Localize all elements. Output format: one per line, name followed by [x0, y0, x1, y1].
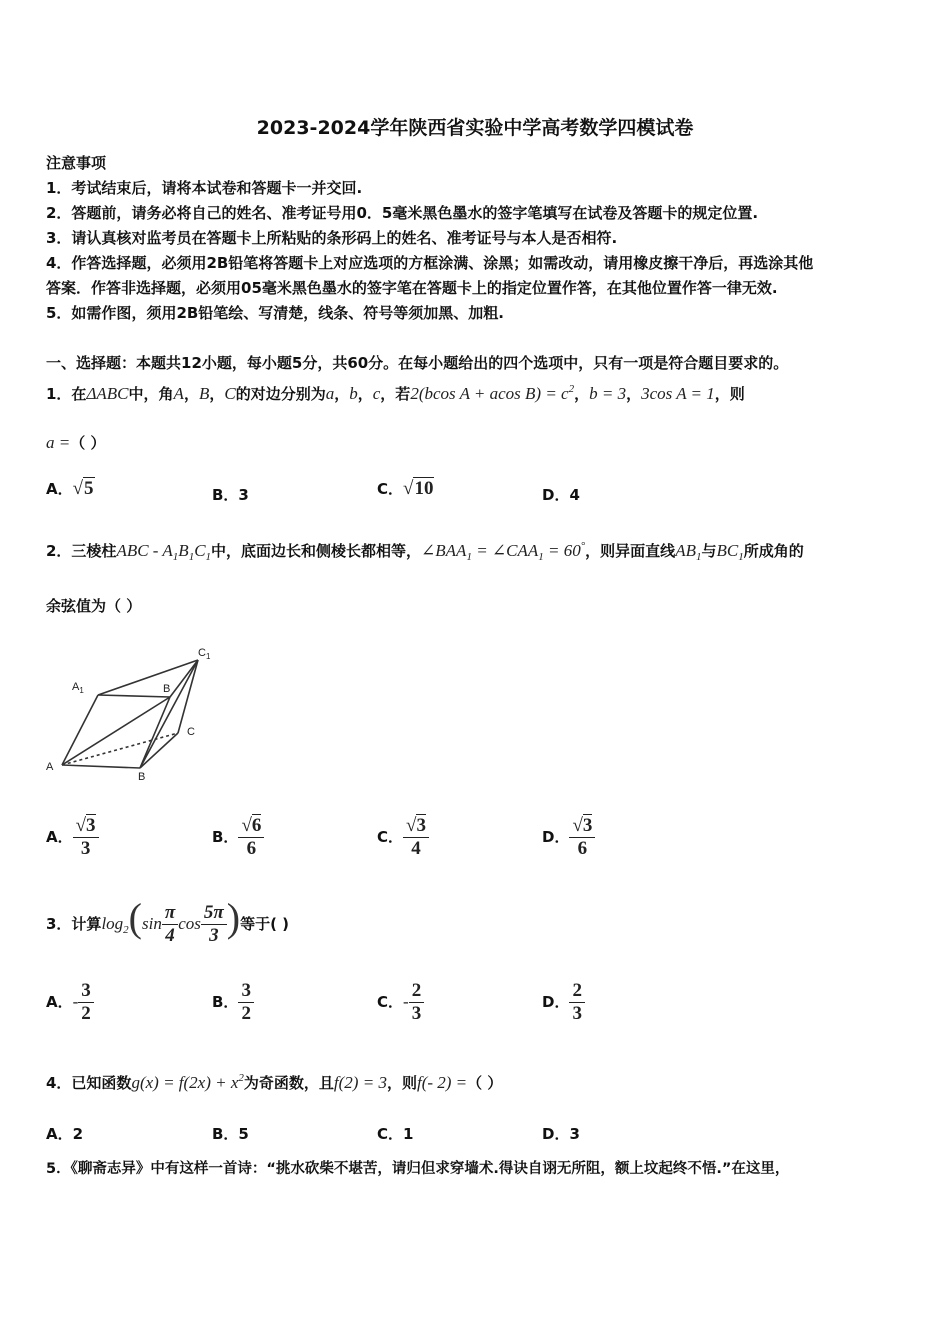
q2-option-b[interactable]: B． $\frac{√6}{6}$ [212, 815, 264, 860]
q4-option-b[interactable]: B．5 [212, 1125, 249, 1143]
question-3-stem: 3．计算$\log_2(\sin$ $\frac{\pi}{4}$ cos $\frac{5\pi}{3}$ )等于( ) [46, 895, 290, 946]
q1-option-a[interactable]: A．√5 [46, 478, 94, 499]
question-2-stem-cont: 余弦值为（ ） [46, 597, 142, 615]
notice-item: 5．如需作图，须用2B铅笔绘、写清楚，线条、符号等须加黑、加粗. [46, 304, 505, 322]
q3-option-c[interactable]: C．- $\frac{2}{3}$ [377, 980, 424, 1025]
edge-a1-b1 [98, 695, 170, 697]
q1-option-b[interactable]: B．3 [212, 486, 249, 504]
label-a: A [46, 761, 54, 773]
q4-option-a[interactable]: A．2 [46, 1125, 84, 1143]
question-5-stem: 5．《聊斋志异》中有这样一首诗：“挑水砍柴不堪苦，请归但求穿墙术.得诀自诩无所阻，额上坟起终不悟.”在这里， [46, 1161, 790, 1177]
notice-item: 答案．作答非选择题，必须用05毫米黑色墨水的签字笔在答题卡上的指定位置作答，在其他位置作答一律无效. [46, 279, 778, 297]
notice-item: 2．答题前，请务必将自己的姓名、准考证号用0．5毫米黑色墨水的签字笔填写在试卷及答题卡的规定位置. [46, 204, 759, 222]
question-2-stem: 2．三棱柱ABC - $A_1B_1C_1$中，底面边长和侧棱长都相等，$\angle BAA_1$ = $\angle CAA_1 = 60^\circ$，则异面直线$AB_1$与$BC_1$所成角的 [46, 540, 804, 563]
edge-b-c [140, 733, 178, 768]
q3-option-b[interactable]: B． $\frac{3}{2}$ [212, 980, 254, 1025]
q4-option-c[interactable]: C．1 [377, 1125, 414, 1143]
q2-option-a[interactable]: A． $\frac{√3}{3}$ [46, 815, 99, 860]
prism-figure [40, 640, 230, 790]
q1-option-c[interactable]: C．√10 [377, 478, 434, 499]
q2-option-d[interactable]: D． $\frac{√3}{6}$ [542, 815, 595, 860]
section-heading: 一、选择题：本题共12小题，每小题5分，共60分。在每小题给出的四个选项中，只有一项是符合题目要求的。 [46, 354, 789, 372]
label-c: C [187, 726, 195, 738]
notice-heading: 注意事项 [46, 154, 107, 172]
label-b: B [138, 771, 146, 783]
notice-item: 4．作答选择题，必须用2B铅笔将答题卡上对应选项的方框涂满、涂黑；如需改动，请用橡皮擦干净后，再选涂其他 [46, 254, 814, 272]
label-b1: B [163, 683, 171, 695]
notice-item: 1．考试结束后，请将本试卷和答题卡一并交回. [46, 179, 363, 197]
q3-option-d[interactable]: D． $\frac{2}{3}$ [542, 980, 585, 1025]
q4-option-d[interactable]: D．3 [542, 1125, 580, 1143]
question-4-stem: 4．已知函数$g(x) = f(2x) + x^2$为奇函数，且f(2) = 3，则f(- 2) =（ ） [46, 1072, 503, 1092]
edge-c1-c [178, 660, 198, 733]
edge-a-b [62, 765, 140, 768]
edge-a1-c1 [98, 660, 198, 695]
page-title: 2023-2024学年陕西省实验中学高考数学四模试卷 [256, 117, 694, 139]
label-a1: $A_1$ [72, 681, 84, 695]
notice-item: 3．请认真核对监考员在答题卡上所粘贴的条形码上的姓名、准考证号与本人是否相符. [46, 229, 618, 247]
edge-c1-b [140, 660, 198, 768]
edge-b-b1 [140, 697, 170, 768]
q1-option-d[interactable]: D．4 [542, 486, 580, 504]
q3-option-a[interactable]: A．- $\frac{3}{2}$ [46, 980, 94, 1025]
q2-option-c[interactable]: C． $\frac{√3}{4}$ [377, 815, 429, 860]
label-c1: $C_1$ [198, 647, 211, 661]
question-1-stem: 1．在ΔABC中，角A，B，C的对边分别为a，b，c，若2(bcos A + acos $B) = c^2$，b = 3，3cos A = 1，则 [46, 383, 745, 403]
question-1-ask: a =（ ） [46, 433, 106, 452]
